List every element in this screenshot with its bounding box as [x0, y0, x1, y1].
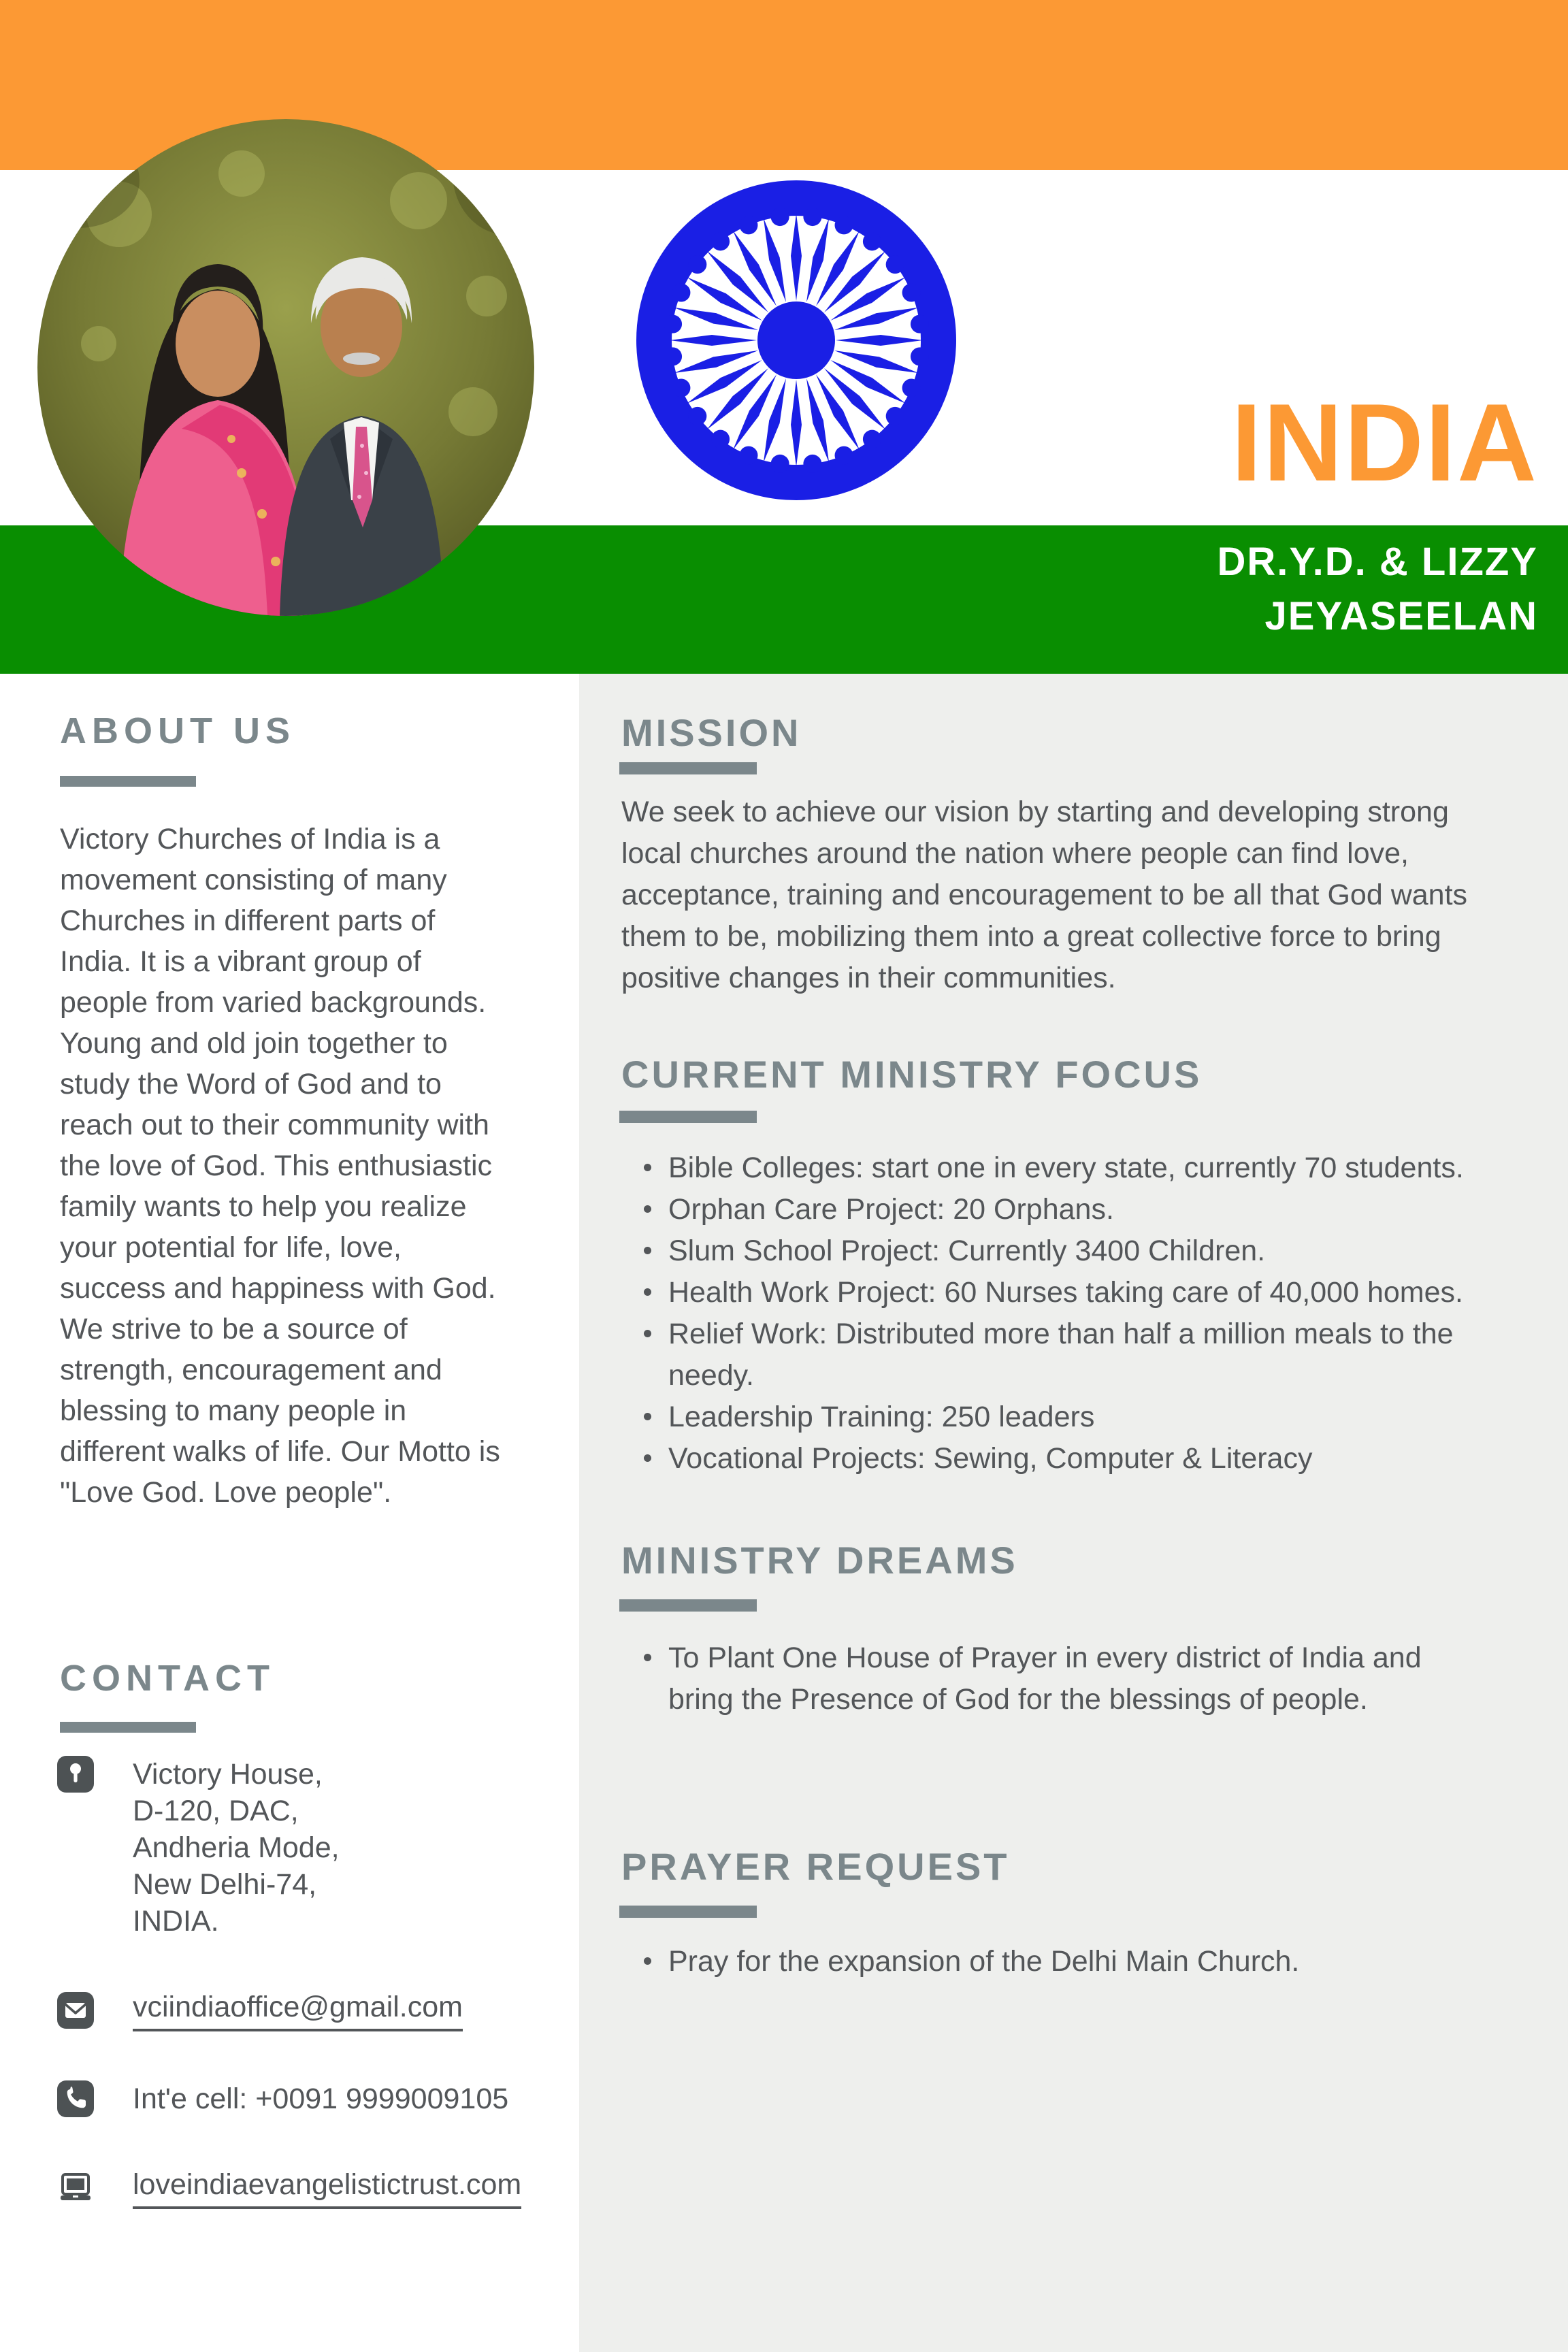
location-pin-icon	[57, 1756, 94, 1793]
about-us-divider	[60, 776, 196, 787]
focus-list-item: Bible Colleges: start one in every state, currently 70 students.	[640, 1147, 1524, 1189]
website-row	[57, 2166, 561, 2209]
address-text	[133, 1756, 340, 1940]
prayer-list-item: Pray for the expansion of the Delhi Main Church.	[640, 1941, 1484, 1982]
focus-list-item: Leadership Training: 250 leaders	[640, 1396, 1524, 1438]
mission-heading: MISSION	[621, 711, 802, 754]
laptop-icon	[57, 2170, 94, 2206]
email-row	[57, 1989, 561, 2031]
envelope-icon	[57, 1992, 94, 2029]
ashoka-chakra-icon	[633, 177, 960, 504]
website-link[interactable]: loveindiaevangelistictrust.com	[133, 2166, 521, 2209]
phone-text: Int'e cell: +0091 9999009105	[133, 2082, 509, 2115]
address-line: D-120, DAC,	[133, 1795, 299, 1827]
prayer-request-heading: PRAYER REQUEST	[621, 1845, 1010, 1888]
ministry-dreams-heading: MINISTRY DREAMS	[621, 1539, 1018, 1582]
focus-list	[640, 1147, 1524, 1480]
address-line: New Delhi-74,	[133, 1868, 317, 1901]
mission-divider	[619, 762, 757, 774]
names-line2: JEYASEELAN	[1264, 594, 1538, 638]
dreams-list-item: To Plant One House of Prayer in every district of India and bring the Presence of God for the blessings of people.	[640, 1637, 1484, 1720]
address-line: INDIA.	[133, 1905, 219, 1938]
address-row	[57, 1756, 561, 1940]
focus-list-item: Slum School Project: Currently 3400 Children.	[640, 1230, 1524, 1272]
contact-heading: CONTACT	[60, 1658, 275, 1699]
missionary-names	[1218, 535, 1538, 644]
names-line1: DR.Y.D. & LIZZY	[1217, 540, 1538, 584]
about-us-heading: ABOUT US	[60, 710, 295, 751]
couple-photo	[37, 119, 534, 616]
address-line: Victory House,	[133, 1758, 323, 1791]
contact-rows	[57, 1756, 561, 2209]
dreams-divider	[619, 1599, 757, 1612]
focus-list-item: Health Work Project: 60 Nurses taking care of 40,000 homes.	[640, 1272, 1524, 1313]
contact-divider	[60, 1722, 196, 1733]
focus-divider	[619, 1111, 757, 1123]
phone-row	[57, 2080, 561, 2117]
dreams-list	[640, 1637, 1484, 1720]
focus-list-item: Orphan Care Project: 20 Orphans.	[640, 1189, 1524, 1230]
prayer-divider	[619, 1906, 757, 1918]
current-ministry-focus-heading: CURRENT MINISTRY FOCUS	[621, 1053, 1203, 1096]
email-link[interactable]: vciindiaoffice@gmail.com	[133, 1989, 463, 2031]
prayer-list	[640, 1941, 1484, 1982]
phone-icon	[57, 2080, 94, 2117]
country-title: INDIA	[1231, 381, 1538, 504]
focus-list-item: Relief Work: Distributed more than half a million meals to the needy.	[640, 1313, 1524, 1396]
mission-text: We seek to achieve our vision by starting and developing strong local churches around the nation where people can find love, acceptance, training and encouragement to be all that God wants them to be, mobilizing them into a great collective force to bring positive changes in their communities.	[621, 796, 1468, 994]
address-line: Andheria Mode,	[133, 1831, 340, 1864]
about-us-text: Victory Churches of India is a movement consisting of many Churches in different parts of India. It is a vibrant group of people from varied backgrounds. Young and old join together to study the Word of God and to reach out to their community with the love of God. This enthusiastic family wants to help you realize your potential for life, love, success and happiness with God. We strive to be a source of strength, encouragement and blessing to many people in different walks of life. Our Motto is "Love God. Love people".	[60, 823, 500, 1509]
focus-list-item: Vocational Projects: Sewing, Computer & Literacy	[640, 1438, 1524, 1480]
couple-photo-illustration	[37, 119, 534, 616]
